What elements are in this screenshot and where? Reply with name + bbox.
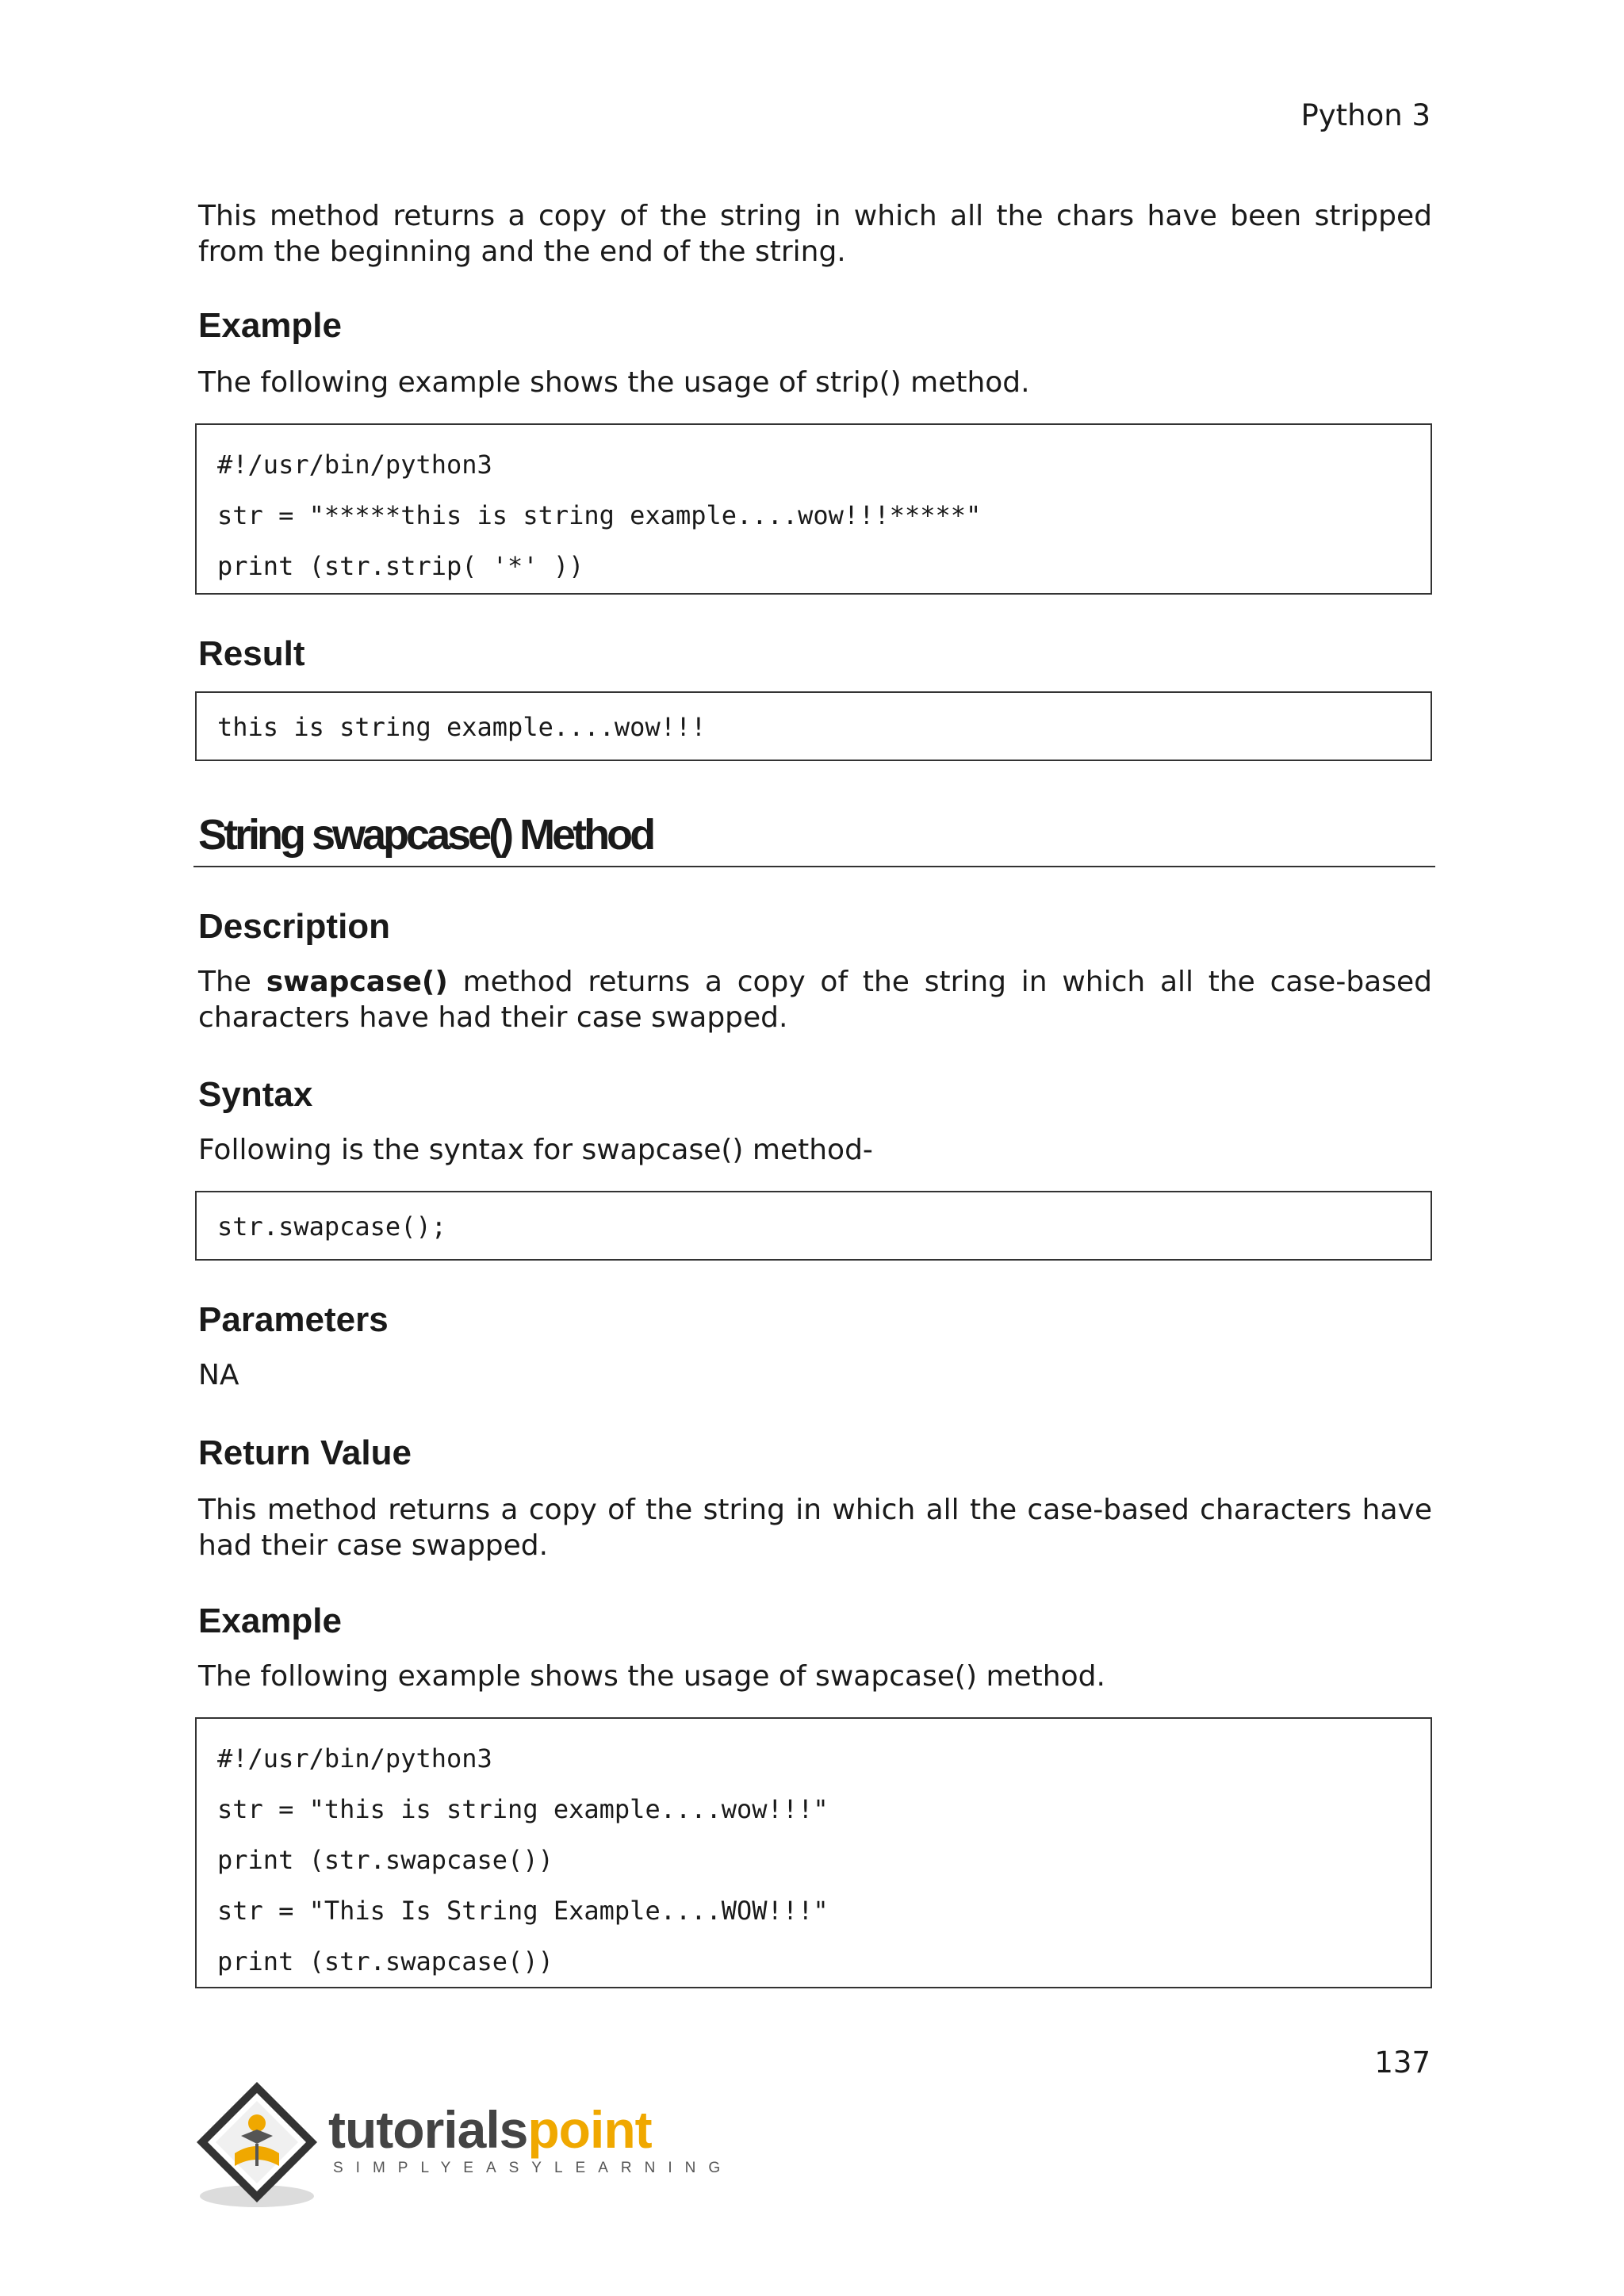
code-line: print (str.swapcase()) xyxy=(217,1946,553,1976)
code-line: str = "This Is String Example....WOW!!!" xyxy=(217,1896,829,1926)
strip-example-text: The following example shows the usage of strip() method. xyxy=(198,366,1030,399)
swapcase-example-heading: Example xyxy=(198,1601,342,1640)
page-number: 137 xyxy=(1374,2045,1431,2080)
syntax-code-block xyxy=(195,1191,1432,1261)
strip-result-code-block xyxy=(195,691,1432,761)
strip-result-heading: Result xyxy=(198,634,305,673)
code-line: str = "this is string example....wow!!!" xyxy=(217,1794,829,1824)
description-paragraph xyxy=(198,964,1432,1035)
strip-example-code-block xyxy=(195,423,1432,595)
logo-word-point: point xyxy=(527,2100,652,2159)
method-keyword: swapcase() xyxy=(266,966,448,998)
syntax-text: Following is the syntax for swapcase() method- xyxy=(198,1134,873,1166)
code-line: #!/usr/bin/python3 xyxy=(217,1743,492,1774)
code-line: print (str.swapcase()) xyxy=(217,1845,553,1875)
swapcase-example-code-block xyxy=(195,1717,1432,1988)
parameters-heading: Parameters xyxy=(198,1300,389,1339)
strip-example-heading: Example xyxy=(198,306,342,345)
syntax-heading: Syntax xyxy=(198,1075,313,1114)
return-value-heading: Return Value xyxy=(198,1433,412,1472)
code-line: print (str.strip( '*' )) xyxy=(217,551,584,581)
code-line: str.swapcase(); xyxy=(217,1211,446,1242)
section-title: String swapcase() Method xyxy=(198,811,653,859)
section-title-rule xyxy=(193,866,1435,867)
code-line: #!/usr/bin/python3 xyxy=(217,450,492,480)
description-heading: Description xyxy=(198,907,391,946)
running-header: Python 3 xyxy=(1300,98,1431,132)
logo-tagline: SIMPLYEASYLEARNING xyxy=(333,2160,733,2176)
tutorialspoint-logo xyxy=(193,2077,733,2212)
strip-intro-paragraph: This method returns a copy of the string in which all the chars have been stripped from the beginning and the end of the string. xyxy=(198,200,1432,268)
description-post: method returns a copy of the string in which all the case-based characters have had their case swapped. xyxy=(198,966,1432,1034)
description-pre: The xyxy=(198,966,266,998)
logo-word-tutorials: tutorials xyxy=(328,2100,528,2159)
tutorialspoint-diamond-logo-icon xyxy=(193,2077,328,2212)
parameters-text: NA xyxy=(198,1359,239,1391)
code-line: str = "*****this is string example....wow!!!*****" xyxy=(217,500,982,530)
swapcase-example-text: The following example shows the usage of swapcase() method. xyxy=(198,1660,1105,1693)
logo-wordmark xyxy=(328,2099,652,2160)
return-value-paragraph: This method returns a copy of the string in which all the case-based characters have had their case swapped. xyxy=(198,1494,1432,1562)
code-line: this is string example....wow!!! xyxy=(217,712,707,742)
